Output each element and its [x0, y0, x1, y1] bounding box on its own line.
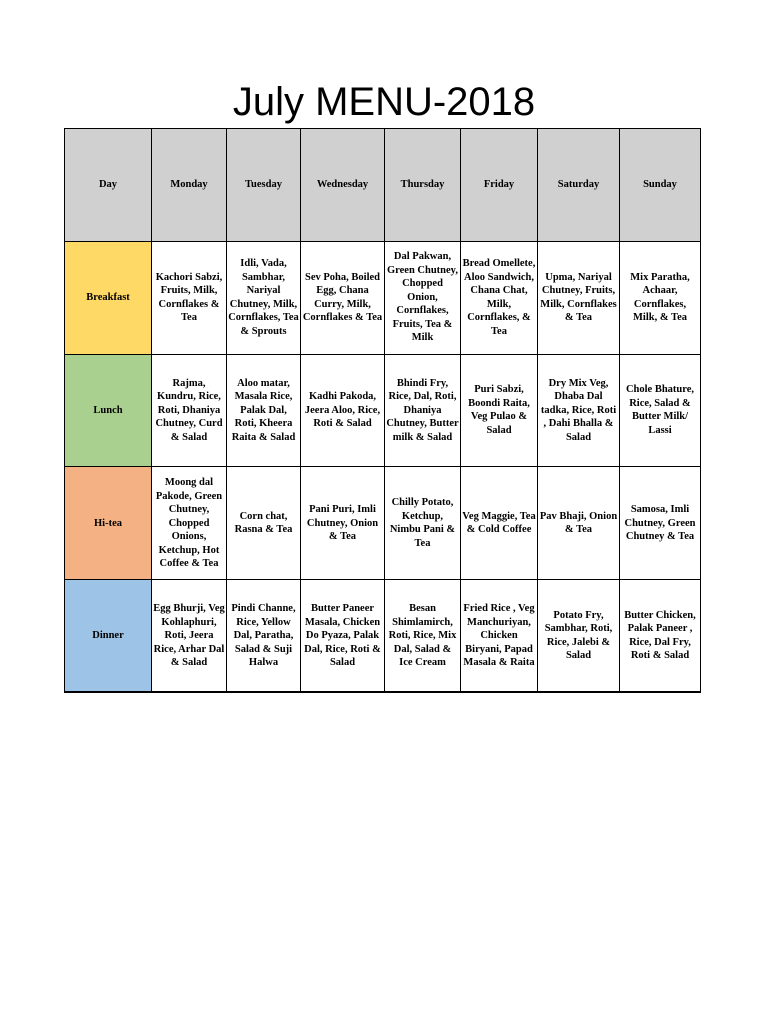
header-sunday: Sunday: [620, 129, 701, 242]
header-saturday: Saturday: [538, 129, 620, 242]
menu-cell: Corn chat, Rasna & Tea: [227, 467, 301, 580]
meal-row-breakfast: [65, 241, 701, 354]
header-row: [65, 129, 701, 242]
menu-cell: Dal Pakwan, Green Chutney, Chopped Onion, Cornflakes, Fruits, Tea & Milk: [385, 241, 461, 354]
menu-cell: Aloo matar, Masala Rice, Palak Dal, Roti, Kheera Raita & Salad: [227, 354, 301, 467]
meal-label-breakfast: Breakfast: [65, 241, 152, 354]
menu-cell: Mix Paratha, Achaar, Cornflakes, Milk, & Tea: [620, 241, 701, 354]
header-day: Day: [65, 129, 152, 242]
menu-cell: Kachori Sabzi, Fruits, Milk, Cornflakes & Tea: [152, 241, 227, 354]
header-friday: Friday: [461, 129, 538, 242]
menu-cell: Rajma, Kundru, Rice, Roti, Dhaniya Chutney, Curd & Salad: [152, 354, 227, 467]
menu-cell: Pindi Channe, Rice, Yellow Dal, Paratha, Salad & Suji Halwa: [227, 580, 301, 693]
menu-cell: Puri Sabzi, Boondi Raita, Veg Pulao & Salad: [461, 354, 538, 467]
header-tuesday: Tuesday: [227, 129, 301, 242]
menu-cell: Besan Shimlamirch, Roti, Rice, Mix Dal, Salad & Ice Cream: [385, 580, 461, 693]
menu-cell: Pav Bhaji, Onion & Tea: [538, 467, 620, 580]
menu-cell: Butter Paneer Masala, Chicken Do Pyaza, Palak Dal, Rice, Roti & Salad: [301, 580, 385, 693]
menu-cell: Dry Mix Veg, Dhaba Dal tadka, Rice, Roti , Dahi Bhalla & Salad: [538, 354, 620, 467]
meal-row-lunch: [65, 354, 701, 467]
header-monday: Monday: [152, 129, 227, 242]
menu-cell: Butter Chicken, Palak Paneer , Rice, Dal Fry, Roti & Salad: [620, 580, 701, 693]
menu-cell: Kadhi Pakoda, Jeera Aloo, Rice, Roti & Salad: [301, 354, 385, 467]
header-wednesday: Wednesday: [301, 129, 385, 242]
menu-cell: Egg Bhurji, Veg Kohlaphuri, Roti, Jeera Rice, Arhar Dal & Salad: [152, 580, 227, 693]
menu-cell: Pani Puri, Imli Chutney, Onion & Tea: [301, 467, 385, 580]
menu-cell: Bread Omellete, Aloo Sandwich, Chana Chat, Milk, Cornflakes, & Tea: [461, 241, 538, 354]
meal-row-dinner: [65, 580, 701, 693]
menu-cell: Fried Rice , Veg Manchuriyan, Chicken Biryani, Papad Masala & Raita: [461, 580, 538, 693]
menu-cell: Bhindi Fry, Rice, Dal, Roti, Dhaniya Chutney, Butter milk & Salad: [385, 354, 461, 467]
menu-cell: Chilly Potato, Ketchup, Nimbu Pani & Tea: [385, 467, 461, 580]
menu-cell: Idli, Vada, Sambhar, Nariyal Chutney, Milk, Cornflakes, Tea & Sprouts: [227, 241, 301, 354]
menu-cell: Potato Fry, Sambhar, Roti, Rice, Jalebi & Salad: [538, 580, 620, 693]
meal-label-lunch: Lunch: [65, 354, 152, 467]
menu-cell: Sev Poha, Boiled Egg, Chana Curry, Milk, Cornflakes & Tea: [301, 241, 385, 354]
menu-table: [64, 128, 701, 693]
meal-label-dinner: Dinner: [65, 580, 152, 693]
header-thursday: Thursday: [385, 129, 461, 242]
menu-cell: Moong dal Pakode, Green Chutney, Chopped Onions, Ketchup, Hot Coffee & Tea: [152, 467, 227, 580]
meal-label-hi-tea: Hi-tea: [65, 467, 152, 580]
menu-cell: Samosa, Imli Chutney, Green Chutney & Tea: [620, 467, 701, 580]
meal-row-hi-tea: [65, 467, 701, 580]
menu-cell: Chole Bhature, Rice, Salad & Butter Milk/ Lassi: [620, 354, 701, 467]
menu-cell: Upma, Nariyal Chutney, Fruits, Milk, Cornflakes & Tea: [538, 241, 620, 354]
page-title: July MENU-2018: [232, 80, 536, 124]
menu-cell: Veg Maggie, Tea & Cold Coffee: [461, 467, 538, 580]
